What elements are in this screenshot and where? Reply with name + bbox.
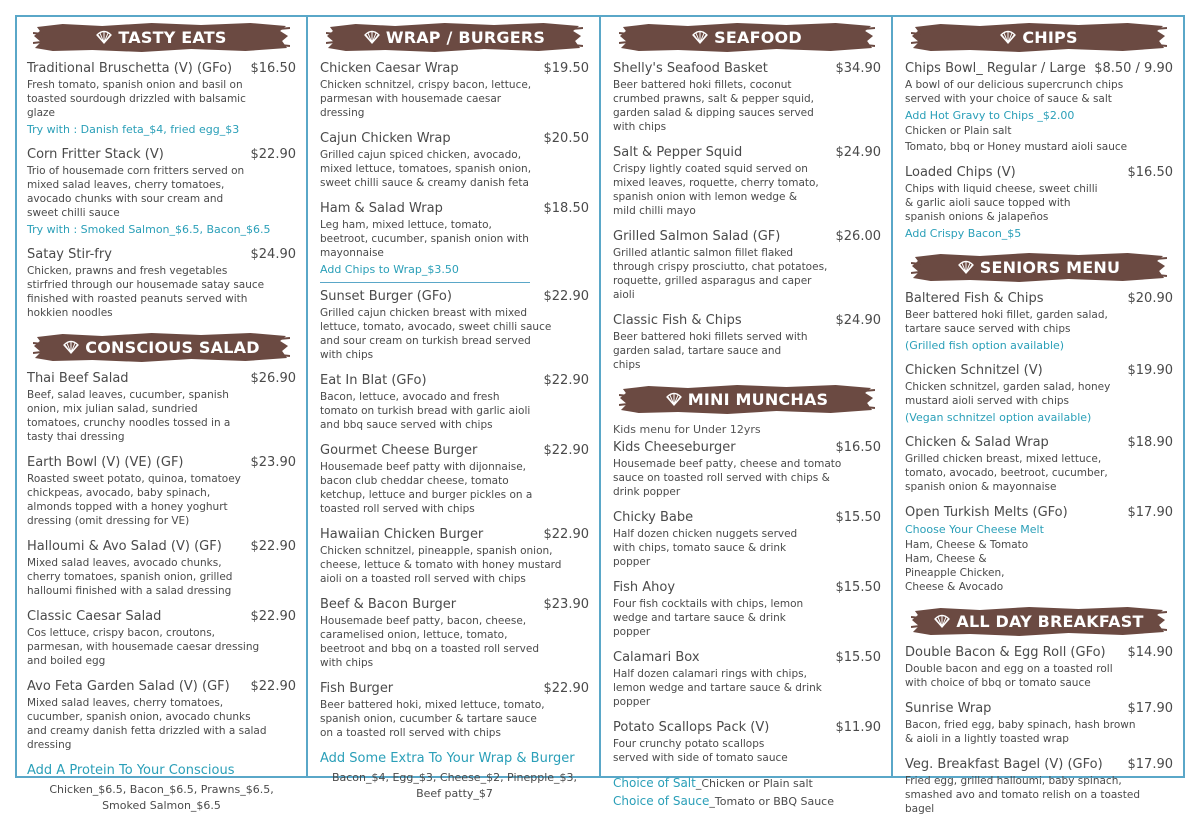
item-price: $26.90 bbox=[250, 371, 296, 386]
menu-item bbox=[27, 147, 296, 236]
mini-munchas-banner bbox=[619, 383, 875, 415]
item-price: $18.90 bbox=[1127, 435, 1173, 450]
section-title: CHIPS bbox=[1022, 27, 1078, 47]
item-name: Kids Cheeseburger bbox=[613, 440, 736, 455]
item-note: (Vegan schnitzel option available) bbox=[905, 411, 1092, 424]
add-protein-line: Chicken_$6.5, Bacon_$6.5, Prawns_$6.5, bbox=[49, 783, 274, 796]
item-name: Double Bacon & Egg Roll (GFo) bbox=[905, 645, 1106, 660]
item-line: Chicken or Plain salt bbox=[905, 125, 1012, 137]
item-price: $22.90 bbox=[250, 147, 296, 162]
menu-item bbox=[320, 443, 589, 516]
item-desc: Chicken, prawns and fresh vegetables stirfried through our housemade satay sauce finished with roasted peanuts served with hokkien noodles bbox=[27, 265, 265, 319]
item-desc: Four crunchy potato scallops served with side of tomato sauce bbox=[613, 738, 788, 764]
menu-item bbox=[27, 61, 296, 136]
item-name: Traditional Bruschetta (V) (GFo) bbox=[27, 61, 233, 76]
item-price: $20.50 bbox=[543, 131, 589, 146]
divider bbox=[320, 282, 530, 283]
item-desc: Trio of housemade corn fritters served on mixed salad leaves, cherry tomatoes, avocado chunks with sour cream and sweet chilli sauce bbox=[27, 165, 245, 219]
item-desc: Leg ham, mixed lettuce, tomato, beetroot, cucumber, spanish onion with mayonnaise bbox=[320, 219, 529, 259]
tasty-eats-banner bbox=[33, 21, 290, 53]
item-name: Baltered Fish & Chips bbox=[905, 291, 1044, 306]
item-line: Tomato, bbq or Honey mustard aioli sauce bbox=[905, 141, 1128, 153]
menu-item bbox=[613, 145, 881, 218]
menu-item bbox=[613, 440, 881, 499]
item-desc: Half dozen calamari rings with chips, lemon wedge and tartare sauce & drink popper bbox=[613, 668, 822, 708]
item-name: Grilled Salmon Salad (GF) bbox=[613, 229, 781, 244]
item-desc: A bowl of our delicious supercrunch chips served with your choice of sauce & salt bbox=[905, 79, 1124, 105]
item-note: Add Crispy Bacon_$5 bbox=[905, 227, 1022, 240]
choice-value: _Chicken or Plain salt bbox=[695, 777, 813, 790]
item-price: $24.90 bbox=[835, 313, 881, 328]
section-title: SENIORS MENU bbox=[979, 257, 1121, 277]
menu-item bbox=[27, 371, 296, 444]
item-desc: Grilled atlantic salmon fillet flaked through crispy prosciutto, chat potatoes, roquette, grilled asparagus and caper aioli bbox=[613, 247, 828, 301]
choice-label: Choice of Sauce bbox=[613, 794, 710, 808]
item-desc: Housemade beef patty, cheese and tomato sauce on toasted roll served with chips & drink popper bbox=[613, 458, 842, 498]
item-note: (Grilled fish option available) bbox=[905, 339, 1065, 352]
choice-sauce bbox=[613, 794, 881, 808]
item-price: $24.90 bbox=[835, 145, 881, 160]
item-desc: Half dozen chicken nuggets served with chips, tomato sauce & drink popper bbox=[613, 528, 798, 568]
item-note: Try with : Danish feta_$4, fried egg_$3 bbox=[27, 123, 240, 136]
item-name: Fish Burger bbox=[320, 681, 394, 696]
item-desc: Beer battered hoki fillets served with garden salad, tartare sauce and chips bbox=[613, 331, 808, 371]
item-price: $14.90 bbox=[1127, 645, 1173, 660]
menu-item bbox=[320, 61, 589, 120]
add-protein-list bbox=[27, 782, 296, 814]
section-title: MINI MUNCHAS bbox=[687, 389, 829, 409]
item-desc: Housemade beef patty with dijonnaise, bacon club cheddar cheese, tomato ketchup, lettuce and burger pickles on a toasted roll served with chips bbox=[320, 461, 533, 515]
shell-icon bbox=[1000, 30, 1016, 44]
item-price: $23.90 bbox=[250, 455, 296, 470]
menu-item bbox=[905, 505, 1173, 594]
menu-item bbox=[320, 131, 589, 190]
item-desc: Grilled chicken breast, mixed lettuce, tomato, avocado, beetroot, cucumber, spanish onion & mayonnaise bbox=[905, 453, 1108, 493]
add-protein-title: Add A Protein To Your Conscious bbox=[27, 763, 235, 778]
item-desc: Beef, salad leaves, cucumber, spanish onion, mix julian salad, sundried tomatoes, crunchy noodles tossed in a tasty thai dressing bbox=[27, 389, 231, 443]
menu-item bbox=[613, 510, 881, 569]
item-name: Shelly's Seafood Basket bbox=[613, 61, 768, 76]
item-price: $16.50 bbox=[835, 440, 881, 455]
item-desc: Mixed salad leaves, avocado chunks, cherry tomatoes, spanish onion, grilled halloumi finished with a salad dressing bbox=[27, 557, 233, 597]
item-price: $22.90 bbox=[250, 679, 296, 694]
item-name: Potato Scallops Pack (V) bbox=[613, 720, 770, 735]
item-name: Open Turkish Melts (GFo) bbox=[905, 505, 1068, 520]
choice-salt bbox=[613, 776, 881, 790]
shell-icon bbox=[934, 614, 950, 628]
item-price: $26.00 bbox=[835, 229, 881, 244]
item-name: Hawaiian Chicken Burger bbox=[320, 527, 484, 542]
item-name: Sunset Burger (GFo) bbox=[320, 289, 452, 304]
item-name: Fish Ahoy bbox=[613, 580, 676, 595]
menu-item bbox=[905, 291, 1173, 352]
item-desc: Crispy lightly coated squid served on mixed leaves, roquette, cherry tomato, spanish onion with lemon wedge & mild chilli mayo bbox=[613, 163, 819, 217]
menu-item bbox=[613, 580, 881, 639]
item-price: $22.90 bbox=[543, 373, 589, 388]
menu-item bbox=[27, 247, 296, 320]
item-price: $22.90 bbox=[543, 681, 589, 696]
seafood-banner bbox=[619, 21, 875, 53]
menu-item bbox=[320, 289, 589, 362]
item-name: Gourmet Cheese Burger bbox=[320, 443, 478, 458]
item-price: $22.90 bbox=[543, 527, 589, 542]
wrap-burgers-banner bbox=[326, 21, 583, 53]
item-price: $24.90 bbox=[250, 247, 296, 262]
item-name: Calamari Box bbox=[613, 650, 700, 665]
item-desc: Bacon, lettuce, avocado and fresh tomato on turkish bread with garlic aioli and bbq sauce served with chips bbox=[320, 391, 531, 431]
conscious-salad-banner bbox=[33, 331, 290, 363]
item-price: $17.90 bbox=[1127, 505, 1173, 520]
item-name: Eat In Blat (GFo) bbox=[320, 373, 427, 388]
item-desc: Chicken schnitzel, crispy bacon, lettuce, parmesan with housemade caesar dressing bbox=[320, 79, 532, 119]
item-price: $34.90 bbox=[835, 61, 881, 76]
item-name: Halloumi & Avo Salad (V) (GF) bbox=[27, 539, 222, 554]
menu-item bbox=[613, 650, 881, 709]
item-name: Veg. Breakfast Bagel (V) (GFo) bbox=[905, 757, 1103, 772]
item-price: $22.90 bbox=[543, 443, 589, 458]
item-desc: Grilled cajun spiced chicken, avocado, mixed lettuce, tomatoes, spanish onion, sweet chilli sauce & creamy danish feta bbox=[320, 149, 532, 189]
item-name: Satay Stir-fry bbox=[27, 247, 112, 262]
menu-item bbox=[27, 679, 296, 752]
item-price: $15.50 bbox=[835, 650, 881, 665]
item-desc: Cos lettuce, crispy bacon, croutons, parmesan, with housemade caesar dressing and boiled egg bbox=[27, 627, 260, 667]
section-title: SEAFOOD bbox=[714, 27, 802, 47]
menu-item bbox=[27, 539, 296, 598]
menu-item bbox=[613, 229, 881, 302]
item-desc: Bacon, fried egg, baby spinach, hash brown & aioli in a lightly toasted wrap bbox=[905, 719, 1136, 745]
item-desc: Chicken schnitzel, pineapple, spanish onion, cheese, lettuce & tomato with honey mustard aioli on a toasted roll served with chips bbox=[320, 545, 562, 585]
item-note: Choose Your Cheese Melt bbox=[905, 523, 1044, 536]
column-2 bbox=[308, 15, 601, 800]
item-price: $17.90 bbox=[1127, 701, 1173, 716]
item-desc: Beer battered hoki fillets, coconut crumbed prawns, salt & pepper squid, garden salad & dipping sauces served with chips bbox=[613, 79, 814, 133]
menu-item bbox=[905, 435, 1173, 494]
item-note: Try with : Smoked Salmon_$6.5, Bacon_$6.5 bbox=[27, 223, 271, 236]
shell-icon bbox=[364, 30, 380, 44]
item-name: Cajun Chicken Wrap bbox=[320, 131, 451, 146]
choice-label: Choice of Salt bbox=[613, 776, 696, 790]
column-4 bbox=[893, 15, 1185, 815]
add-extra-title: Add Some Extra To Your Wrap & Burger bbox=[320, 751, 575, 766]
section-title: WRAP / BURGERS bbox=[385, 27, 546, 47]
kids-note: Kids menu for Under 12yrs bbox=[613, 423, 761, 436]
menu-item bbox=[320, 373, 589, 432]
item-name: Salt & Pepper Squid bbox=[613, 145, 743, 160]
shell-icon bbox=[63, 340, 79, 354]
item-price: $19.50 bbox=[543, 61, 589, 76]
item-name: Classic Caesar Salad bbox=[27, 609, 162, 624]
menu-item bbox=[905, 757, 1173, 816]
all-day-breakfast-banner bbox=[911, 605, 1167, 637]
item-desc: Housemade beef patty, bacon, cheese, caramelised onion, lettuce, tomato, beetroot and bbq on a toasted roll served with chips bbox=[320, 615, 539, 669]
shell-icon bbox=[96, 30, 112, 44]
item-price: $16.50 bbox=[250, 61, 296, 76]
seniors-menu-banner bbox=[911, 251, 1167, 283]
menu-item bbox=[905, 701, 1173, 746]
menu-item bbox=[613, 720, 881, 765]
item-price: $11.90 bbox=[835, 720, 881, 735]
item-desc: Double bacon and egg on a toasted roll with choice of bbq or tomato sauce bbox=[905, 663, 1113, 689]
add-extra-line: Beef patty_$7 bbox=[416, 787, 493, 800]
item-desc: Roasted sweet potato, quinoa, tomatoey chickpeas, avocado, baby spinach, almonds topped with a honey yoghurt dressing (omit dressing for VE) bbox=[27, 473, 241, 527]
item-price: $19.90 bbox=[1127, 363, 1173, 378]
chips-banner bbox=[911, 21, 1167, 53]
item-desc: Chicken schnitzel, garden salad, honey mustard aioli served with chips bbox=[905, 381, 1111, 407]
item-price: $20.90 bbox=[1127, 291, 1173, 306]
item-price: $17.90 bbox=[1127, 757, 1173, 772]
menu-item bbox=[320, 201, 589, 276]
shell-icon bbox=[958, 260, 974, 274]
item-name: Loaded Chips (V) bbox=[905, 165, 1016, 180]
menu-item bbox=[905, 645, 1173, 690]
item-name: Ham & Salad Wrap bbox=[320, 201, 443, 216]
column-3 bbox=[601, 15, 893, 808]
item-note: Add Hot Gravy to Chips _$2.00 bbox=[905, 109, 1075, 122]
item-name: Beef & Bacon Burger bbox=[320, 597, 457, 612]
item-name: Avo Feta Garden Salad (V) (GF) bbox=[27, 679, 230, 694]
item-name: Chicken Schnitzel (V) bbox=[905, 363, 1043, 378]
menu-item bbox=[320, 681, 589, 740]
menu-item bbox=[613, 313, 881, 372]
item-price: $22.90 bbox=[250, 609, 296, 624]
item-desc: Fresh tomato, spanish onion and basil on toasted sourdough drizzled with balsamic glaze bbox=[27, 79, 246, 119]
shell-icon bbox=[692, 30, 708, 44]
item-desc: Chips with liquid cheese, sweet chilli & garlic aioli sauce topped with spanish onions & jalapeños bbox=[905, 183, 1098, 223]
item-desc: Ham, Cheese & Tomato Ham, Cheese & Pineapple Chicken, Cheese & Avocado bbox=[905, 539, 1029, 593]
menu-item bbox=[905, 165, 1173, 240]
menu-item bbox=[905, 363, 1173, 424]
choice-value: _Tomato or BBQ Sauce bbox=[709, 795, 834, 808]
item-price: $15.50 bbox=[835, 580, 881, 595]
add-protein-line: Smoked Salmon_$6.5 bbox=[102, 799, 221, 812]
column-1 bbox=[15, 15, 308, 812]
item-name: Chips Bowl_ Regular / Large bbox=[905, 61, 1086, 76]
add-extra-line: Bacon_$4, Egg_$3, Cheese_$2, Pinepple_$3, bbox=[331, 771, 578, 784]
item-name: Classic Fish & Chips bbox=[613, 313, 742, 328]
item-name: Chicky Babe bbox=[613, 510, 694, 525]
item-name: Thai Beef Salad bbox=[27, 371, 129, 386]
menu-item bbox=[320, 597, 589, 670]
item-name: Corn Fritter Stack (V) bbox=[27, 147, 164, 162]
menu-item bbox=[27, 455, 296, 528]
menu-item bbox=[905, 61, 1173, 154]
item-desc: Grilled cajun chicken breast with mixed lettuce, tomato, avocado, sweet chilli sauce and sour cream on turkish bread served with chips bbox=[320, 307, 552, 361]
section-title: TASTY EATS bbox=[118, 27, 227, 47]
item-price: $15.50 bbox=[835, 510, 881, 525]
menu-item bbox=[613, 61, 881, 134]
shell-icon bbox=[666, 392, 682, 406]
menu-item bbox=[320, 527, 589, 586]
item-desc: Mixed salad leaves, cherry tomatoes, cucumber, spanish onion, avocado chunks and creamy danish fetta drizzled with a salad dressing bbox=[27, 697, 267, 751]
item-price: $22.90 bbox=[543, 289, 589, 304]
add-extra-list bbox=[320, 770, 589, 802]
item-note: Add Chips to Wrap_$3.50 bbox=[320, 263, 459, 276]
item-desc: Four fish cocktails with chips, lemon wedge and tartare sauce & drink popper bbox=[613, 598, 804, 638]
item-price: $16.50 bbox=[1127, 165, 1173, 180]
section-title: ALL DAY BREAKFAST bbox=[956, 611, 1144, 631]
item-name: Sunrise Wrap bbox=[905, 701, 992, 716]
item-price: $8.50 / 9.90 bbox=[1094, 61, 1173, 76]
item-desc: Fried egg, grilled halloumi, baby spinach, smashed avo and tomato relish on a toasted bagel bbox=[905, 775, 1141, 815]
item-name: Chicken Caesar Wrap bbox=[320, 61, 459, 76]
item-price: $22.90 bbox=[250, 539, 296, 554]
menu-item bbox=[27, 609, 296, 668]
item-desc: Beer battered hoki, mixed lettuce, tomato, spanish onion, cucumber & tartare sauce on a toasted roll served with chips bbox=[320, 699, 545, 739]
item-price: $23.90 bbox=[543, 597, 589, 612]
item-name: Chicken & Salad Wrap bbox=[905, 435, 1049, 450]
section-title: CONSCIOUS SALAD bbox=[85, 337, 260, 357]
item-name: Earth Bowl (V) (VE) (GF) bbox=[27, 455, 184, 470]
item-price: $18.50 bbox=[543, 201, 589, 216]
item-desc: Beer battered hoki fillet, garden salad, tartare sauce served with chips bbox=[905, 309, 1108, 335]
